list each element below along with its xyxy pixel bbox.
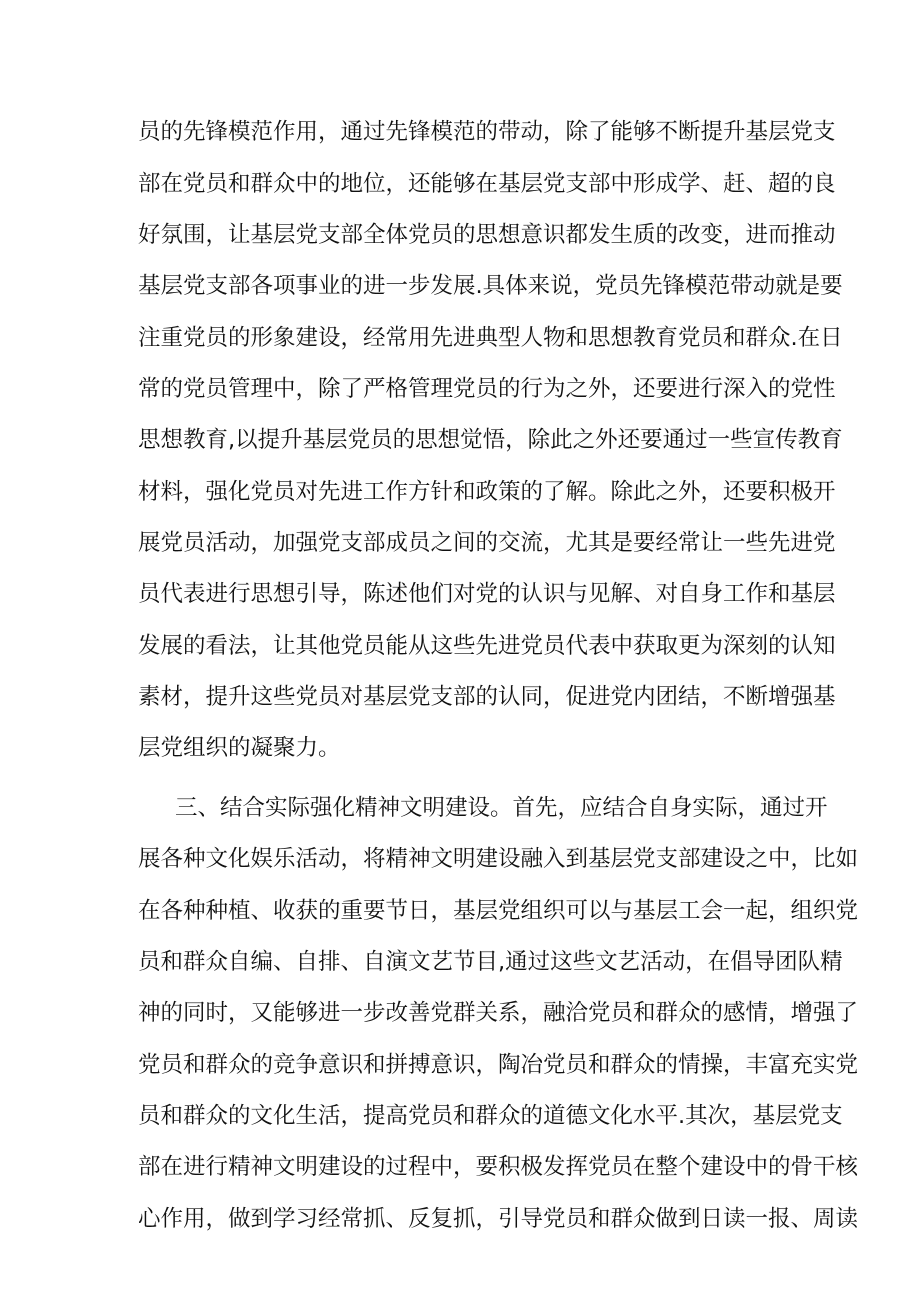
paragraph-1-line-10: 员代表进行思想引导，陈述他们对党的认识与见解、对自身工作和基层 [138, 581, 836, 607]
paragraph-1-line-1: 员的先锋模范作用，通过先锋模范的带动，除了能够不断提升基层党支 [138, 119, 836, 145]
paragraph-2-line-1: 三、结合实际强化精神文明建设。首先，应结合自身实际，通过开 [175, 795, 828, 821]
paragraph-1-line-3: 好氛围，让基层党支部全体党员的思想意识都发生质的改变，进而推动 [138, 222, 836, 248]
paragraph-1-line-7: 思想教育,以提升基层党员的思想觉悟，除此之外还要通过一些宣传教育 [138, 427, 843, 453]
paragraph-2-line-2: 展各种文化娱乐活动，将精神文明建设融入到基层党支部建设之中，比如 [138, 846, 859, 872]
paragraph-2-line-7: 员和群众的文化生活，提高党员和群众的道德文化水平.其次，基层党支 [138, 1103, 843, 1129]
paragraph-2-line-4: 员和群众自编、自排、自演文艺节目,通过这些文艺活动，在倡导团队精 [138, 949, 843, 975]
paragraph-1-line-2: 部在党员和群众中的地位，还能够在基层党支部中形成学、赶、超的良 [138, 171, 836, 197]
paragraph-2-line-6: 党员和群众的竞争意识和拼搏意识，陶冶党员和群众的情操，丰富充实党 [138, 1052, 859, 1078]
paragraph-1-line-6: 常的党员管理中，除了严格管理党员的行为之外，还要进行深入的党性 [138, 376, 836, 402]
paragraph-1-line-13: 层党组织的凝聚力。 [138, 735, 341, 761]
paragraph-2-line-8: 部在进行精神文明建设的过程中，要积极发挥党员在整个建设中的骨干核 [138, 1154, 859, 1180]
paragraph-2-line-5: 神的同时，又能够进一步改善党群关系，融洽党员和群众的感情，增强了 [138, 1000, 859, 1026]
paragraph-1-line-4: 基层党支部各项事业的进一步发展.具体来说，党员先锋模范带动就是要 [138, 273, 843, 299]
paragraph-1-line-12: 素材，提升这些党员对基层党支部的认同，促进党内团结，不断增强基 [138, 684, 836, 710]
paragraph-1-line-9: 展党员活动，加强党支部成员之间的交流，尤其是要经常让一些先进党 [138, 530, 836, 556]
paragraph-1-line-11: 发展的看法，让其他党员能从这些先进党员代表中获取更为深刻的认知 [138, 633, 836, 659]
paragraph-2-line-9: 心作用，做到学习经常抓、反复抓，引导党员和群众做到日读一报、周读 [138, 1206, 859, 1232]
paragraph-1-line-8: 材料，强化党员对先进工作方针和政策的了解。除此之外，还要积极开 [138, 479, 836, 505]
paragraph-1-line-5: 注重党员的形象建设，经常用先进典型人物和思想教育党员和群众.在日 [138, 325, 843, 351]
paragraph-2-line-3: 在各种种植、收获的重要节日，基层党组织可以与基层工会一起，组织党 [138, 898, 859, 924]
